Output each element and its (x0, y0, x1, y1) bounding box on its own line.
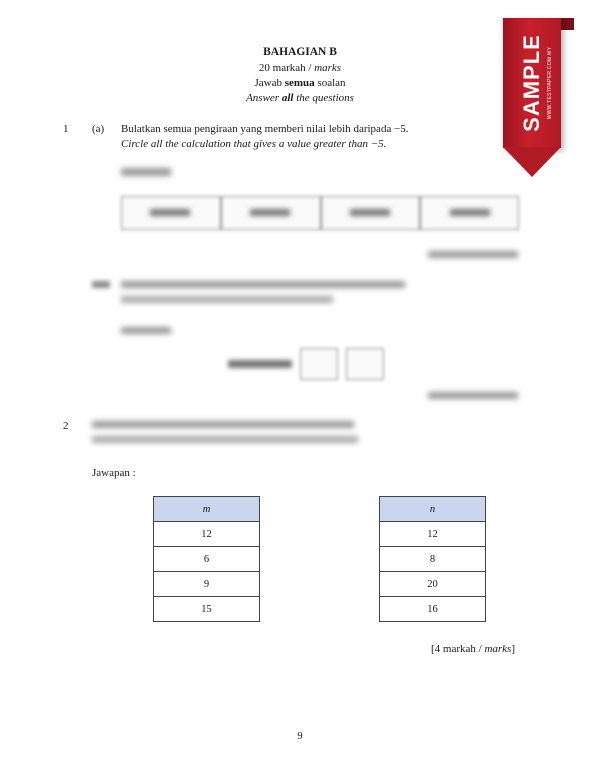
table-cell: 12 (380, 522, 486, 547)
blurred-divider (320, 197, 322, 229)
q2-answer-label: Jawapan : (92, 467, 136, 479)
blurred-sequence (228, 360, 292, 368)
q1-text-en: Circle all the calculation that gives a value greater than −5. (121, 138, 387, 150)
table-n-header: n (380, 497, 486, 522)
sample-ribbon-text: SAMPLE (519, 34, 544, 132)
total-marks-en: marks (314, 62, 342, 74)
blurred-text-line (121, 281, 405, 288)
blurred-cell (450, 209, 490, 216)
blurred-cell (350, 209, 390, 216)
instruction-en-prefix: Answer (246, 92, 282, 104)
instruction-ms-bold: semua (284, 77, 315, 89)
blurred-divider (419, 197, 421, 229)
blurred-cell (250, 209, 290, 216)
blurred-marks (428, 392, 518, 399)
page-number: 9 (297, 731, 303, 742)
q1-number: 1 (63, 123, 69, 135)
q2-marks-suffix: ] (511, 643, 515, 655)
q2-number: 2 (63, 420, 69, 432)
table-cell: 20 (380, 572, 486, 597)
table-cell: 12 (154, 522, 260, 547)
q1-part: (a) (92, 123, 105, 135)
blurred-answer-label (121, 168, 171, 176)
blurred-marks (428, 251, 518, 258)
sample-ribbon-url: WWW.TESTPAPER.COM.MY (547, 46, 553, 120)
blurred-text-line (92, 436, 358, 443)
instruction-en-bold: all (281, 92, 294, 104)
q2-marks-prefix: [4 markah / (430, 643, 485, 655)
instruction-ms-suffix: soalan (314, 77, 346, 89)
q1-text-ms: Bulatkan semua pengiraan yang memberi nilai lebih daripada −5. (121, 123, 409, 135)
blurred-answer-label (121, 327, 171, 334)
blurred-text-line (121, 296, 333, 303)
table-cell: 6 (154, 547, 260, 572)
blurred-part-b (92, 281, 110, 288)
total-marks-ms: 20 markah / (258, 62, 315, 74)
blurred-divider (220, 197, 222, 229)
blurred-blank-box (300, 348, 338, 380)
q2-marks-en: marks (484, 643, 512, 655)
sample-ribbon-tip (503, 147, 561, 177)
table-cell: 8 (380, 547, 486, 572)
instruction-en-suffix: the questions (293, 92, 354, 104)
table-cell: 16 (380, 597, 486, 622)
section-title: BAHAGIAN B (263, 46, 337, 58)
table-n (379, 496, 486, 622)
blurred-cell (150, 209, 190, 216)
table-m-header: m (154, 497, 260, 522)
blurred-calculation-box (121, 196, 519, 230)
q2-marks (431, 643, 515, 655)
blurred-text-line (92, 421, 354, 428)
table-m (153, 496, 260, 622)
table-cell: 9 (154, 572, 260, 597)
table-cell: 15 (154, 597, 260, 622)
instruction-ms-prefix: Jawab (254, 77, 285, 89)
blurred-blank-box (346, 348, 384, 380)
ribbon-fold (560, 18, 574, 30)
